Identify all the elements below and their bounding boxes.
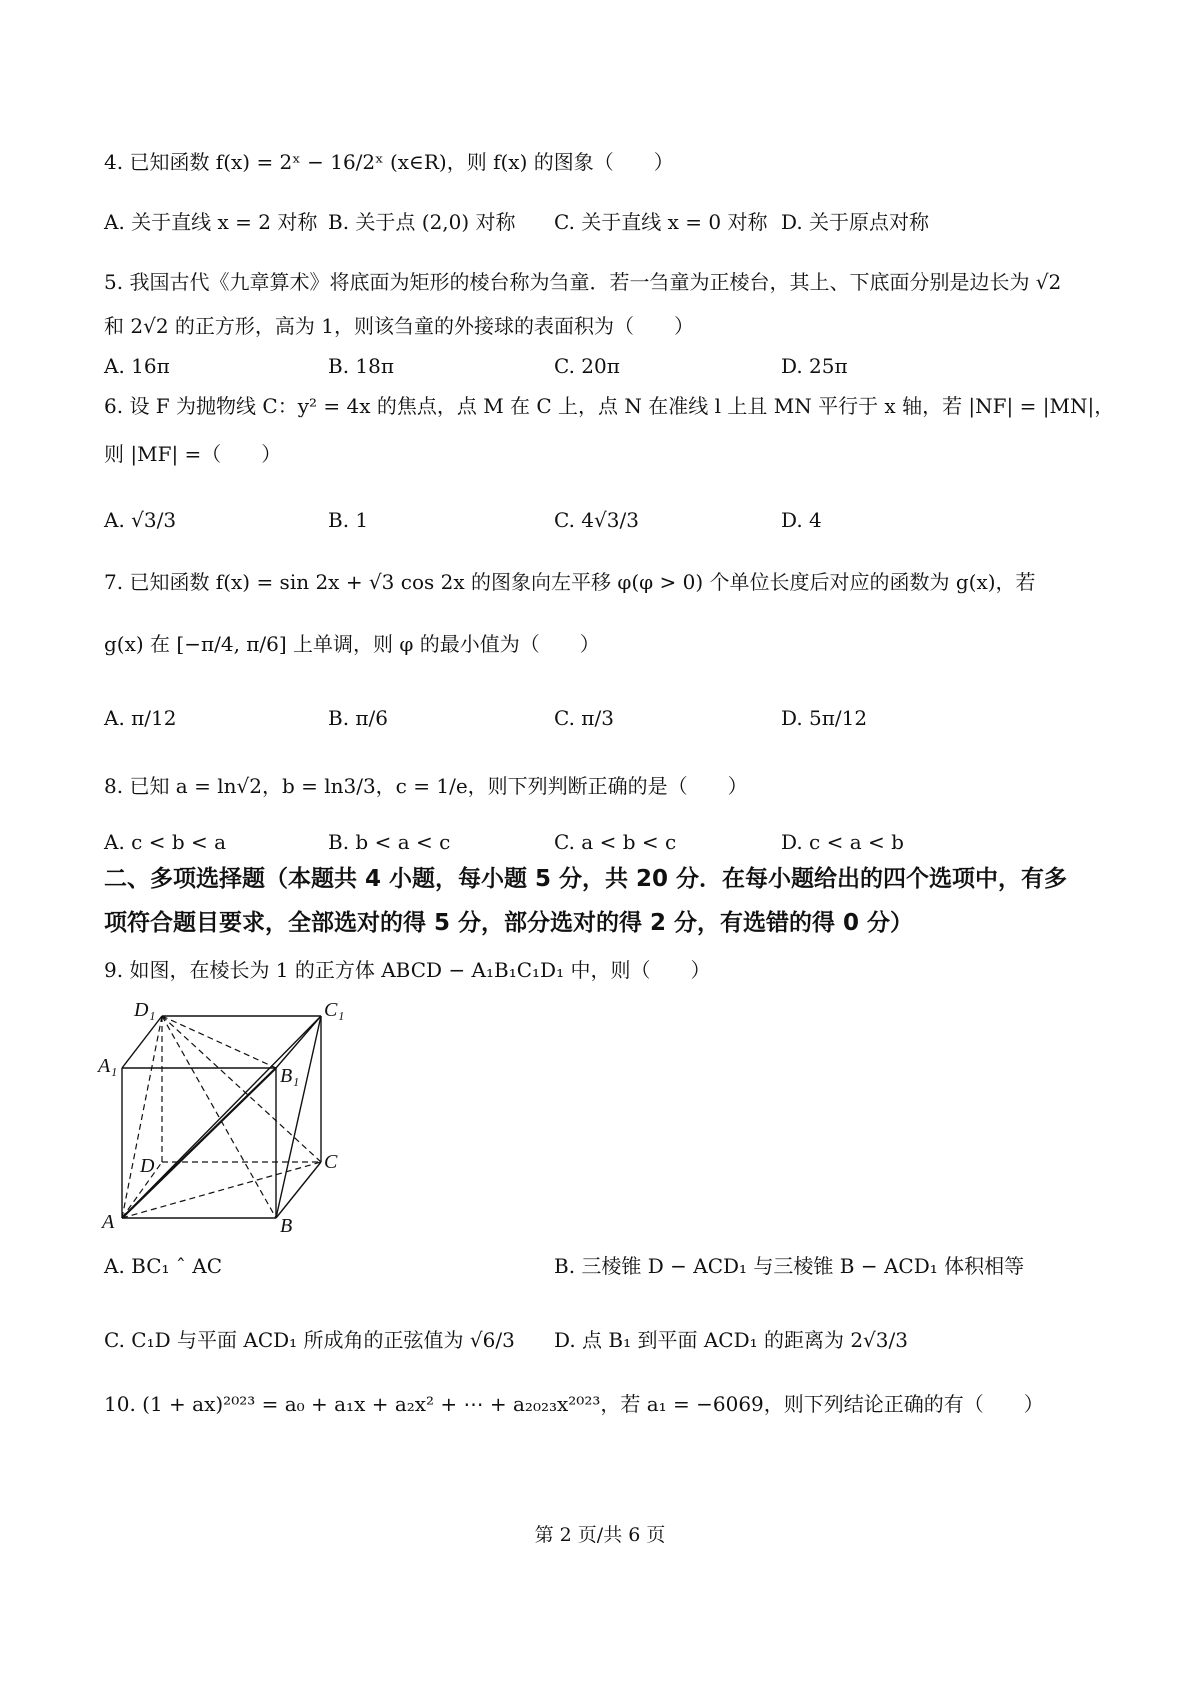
- vertex-label-A1: A₁: [98, 1055, 118, 1077]
- q4-option-b: B. 关于点 (2,0) 对称: [328, 210, 516, 234]
- question-7-line2: g(x) 在 [−π/4, π/6] 上单调，则 φ 的最小值为（ ）: [104, 632, 600, 656]
- q9-option-b: B. 三棱锥 D − ACD₁ 与三棱锥 B − ACD₁ 体积相等: [554, 1254, 1025, 1278]
- question-7-line1: 7. 已知函数 f(x) = sin 2x + √3 cos 2x 的图象向左平移 φ(φ > 0) 个单位长度后对应的函数为 g(x)，若: [104, 570, 1036, 594]
- vertex-label-B1: B₁: [280, 1065, 300, 1087]
- vertex-label-C: C: [324, 1151, 338, 1173]
- q8-option-b: B. b < a < c: [328, 830, 451, 854]
- q5-option-d: D. 25π: [781, 354, 848, 378]
- section-2-heading-line1: 二、多项选择题（本题共 4 小题，每小题 5 分，共 20 分．在每小题给出的四个选项中，有多: [104, 866, 1068, 892]
- q8-option-d: D. c < a < b: [781, 830, 904, 854]
- q9-option-c: C. C₁D 与平面 ACD₁ 所成角的正弦值为 √6/3: [104, 1328, 515, 1352]
- vertex-label-D: D: [140, 1155, 155, 1177]
- q6-option-c: C. 4√3/3: [554, 508, 639, 532]
- q6-option-d: D. 4: [781, 508, 822, 532]
- q5-option-b: B. 18π: [328, 354, 395, 378]
- edge-A1-D1: [122, 1016, 162, 1068]
- q4-option-a: A. 关于直线 x = 2 对称: [104, 210, 318, 234]
- segment-B-C1: [276, 1016, 321, 1218]
- vertex-label-C1: C₁: [324, 999, 345, 1021]
- vertex-label-A: A: [102, 1211, 115, 1233]
- question-6-line1: 6. 设 F 为抛物线 C：y² = 4x 的焦点，点 M 在 C 上，点 N 在准线 l 上且 MN 平行于 x 轴，若 |NF| = |MN|，: [104, 394, 1115, 418]
- hidden-segment-D1-B: [162, 1016, 276, 1218]
- vertex-label-B: B: [280, 1215, 293, 1237]
- q4-option-c: C. 关于直线 x = 0 对称: [554, 210, 768, 234]
- q9-option-a: A. BC₁ ˆ AC: [104, 1254, 223, 1278]
- question-6-line2: 则 |MF| =（ ）: [104, 442, 282, 466]
- question-8-stem: 8. 已知 a = ln√2，b = ln3/3，c = 1/e，则下列判断正确的是（ ）: [104, 774, 748, 798]
- q7-option-b: B. π/6: [328, 706, 389, 730]
- question-4-stem: 4. 已知函数 f(x) = 2ˣ − 16/2ˣ (x∈R)，则 f(x) 的图象（ ）: [104, 150, 674, 174]
- section-2-heading-line2: 项符合题目要求，全部选对的得 5 分，部分选对的得 2 分，有选错的得 0 分）: [104, 910, 914, 936]
- q5-option-c: C. 20π: [554, 354, 620, 378]
- cube-figure: [96, 992, 356, 1240]
- hidden-segment-D1-B1: [162, 1016, 276, 1068]
- question-10-stem: 10. (1 + ax)²⁰²³ = a₀ + a₁x + a₂x² + ⋯ + a₂₀₂₃x²⁰²³，若 a₁ = −6069，则下列结论正确的有（ ）: [104, 1392, 1044, 1416]
- vertex-label-D1: D₁: [134, 999, 156, 1021]
- q4-option-d: D. 关于原点对称: [781, 210, 930, 234]
- q8-option-a: A. c < b < a: [104, 830, 227, 854]
- hidden-segment-D1-C: [162, 1016, 321, 1162]
- page-footer: 第 2 页/共 6 页: [534, 1524, 666, 1546]
- hidden-segment-D1-A: [122, 1016, 162, 1218]
- question-9-stem: 9. 如图，在棱长为 1 的正方体 ABCD − A₁B₁C₁D₁ 中，则（ ）: [104, 958, 711, 982]
- q7-option-d: D. 5π/12: [781, 706, 868, 730]
- segment-A-C1: [122, 1016, 321, 1218]
- question-5-line1: 5. 我国古代《九章算术》将底面为矩形的棱台称为刍童．若一刍童为正棱台，其上、下底面分别是边长为 √2: [104, 270, 1062, 294]
- q7-option-a: A. π/12: [104, 706, 177, 730]
- q9-option-d: D. 点 B₁ 到平面 ACD₁ 的距离为 2√3/3: [554, 1328, 908, 1352]
- q8-option-c: C. a < b < c: [554, 830, 677, 854]
- q7-option-c: C. π/3: [554, 706, 614, 730]
- q5-option-a: A. 16π: [104, 354, 170, 378]
- question-5-line2: 和 2√2 的正方形，高为 1，则该刍童的外接球的表面积为（ ）: [104, 314, 694, 338]
- q6-option-b: B. 1: [328, 508, 369, 532]
- q6-option-a: A. √3/3: [104, 508, 177, 532]
